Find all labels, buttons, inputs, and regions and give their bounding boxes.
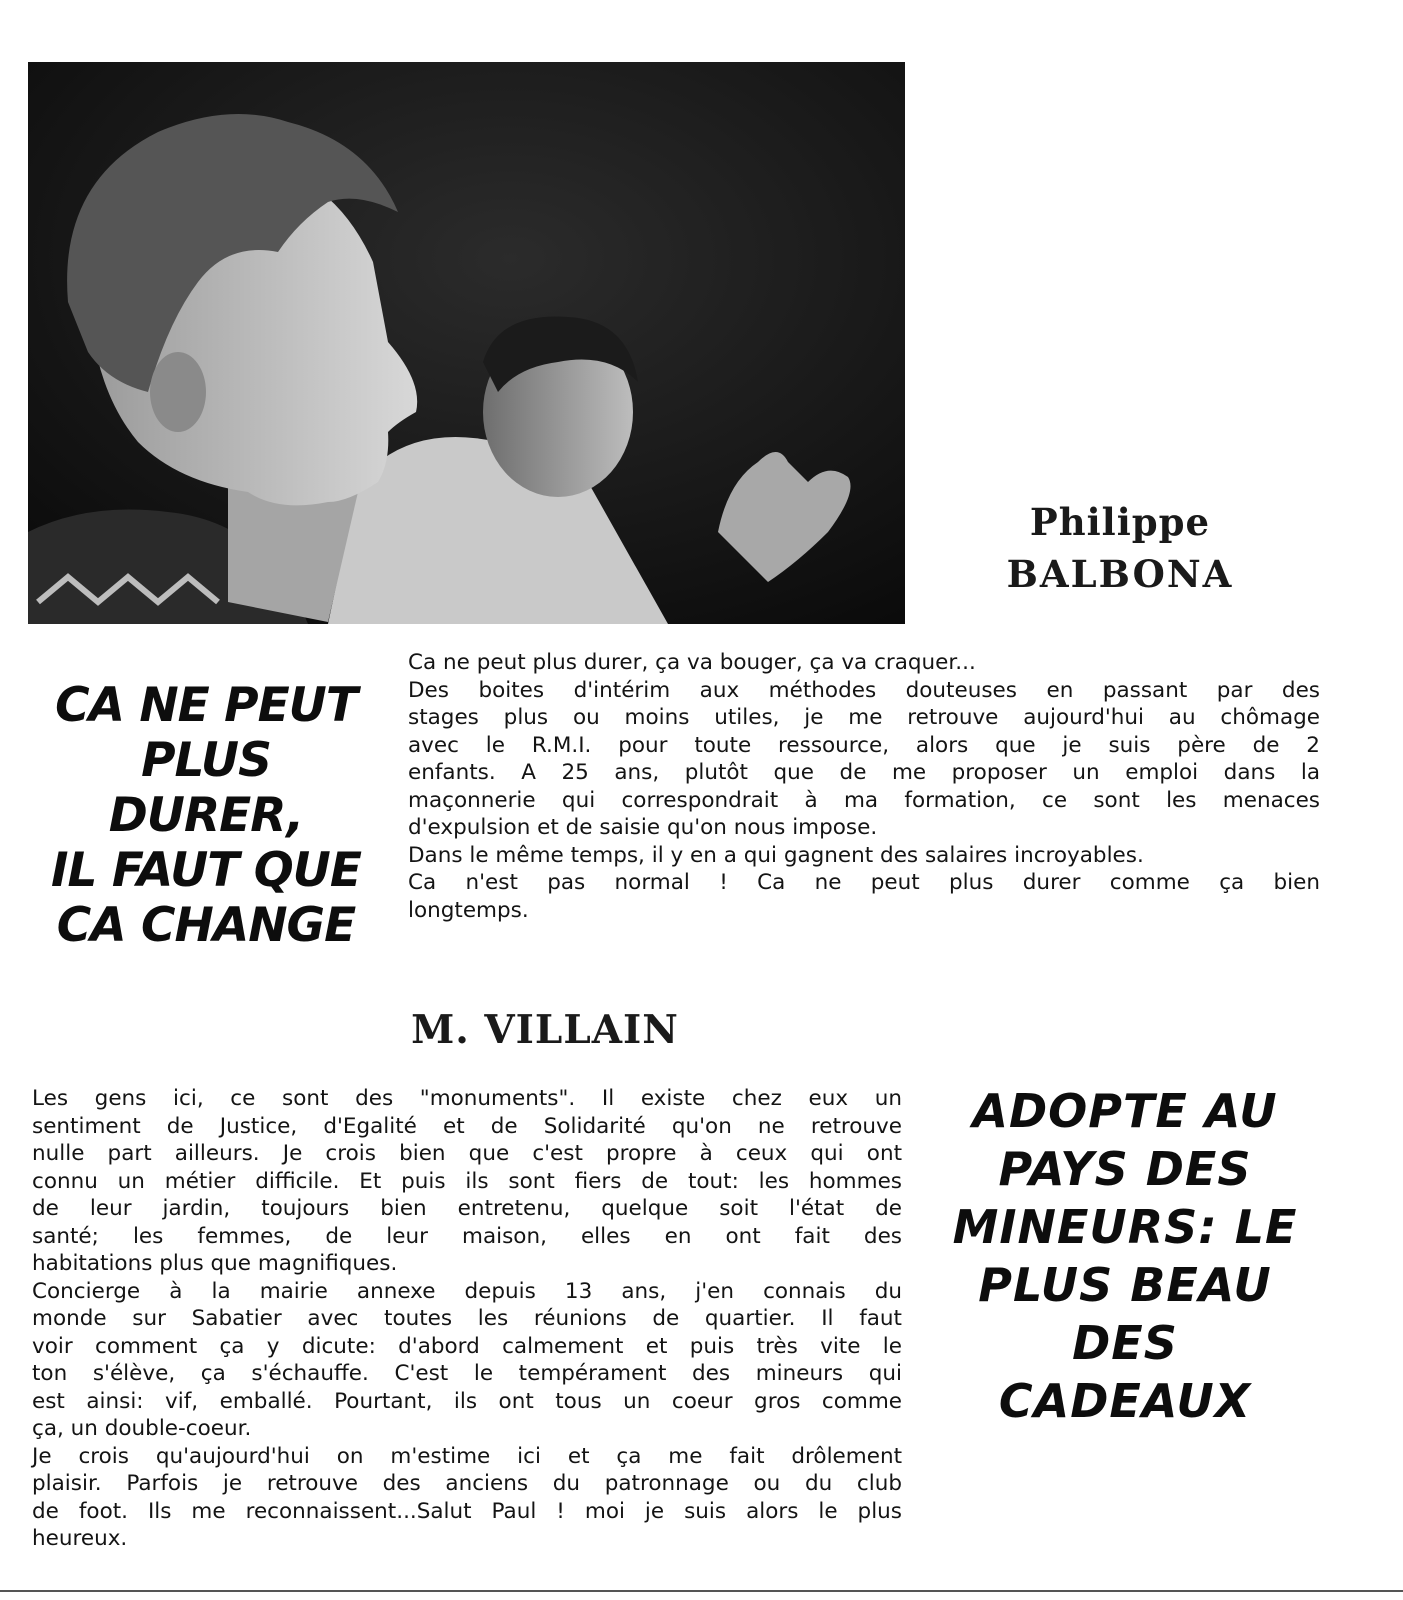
headline-line: MINEURS: LE bbox=[952, 1200, 1298, 1254]
body-line: de foot. Ils me reconnaissent...Salut Paul ! moi je suis alors le plus bbox=[32, 1498, 902, 1524]
photo-two-men bbox=[28, 62, 905, 624]
body-line: Les gens ici, ce sont des "monuments". Il existe chez eux un bbox=[32, 1086, 902, 1111]
body-line: enfants. A 25 ans, plutôt que de me proposer un emploi dans la bbox=[408, 760, 1320, 785]
profile-1-body bbox=[408, 649, 1320, 924]
body-line: connu un métier difficile. Et puis ils sont fiers de tout: les hommes bbox=[32, 1168, 902, 1194]
headline-line: DURER, bbox=[108, 788, 304, 843]
profile-2-name: M. VILLAIN bbox=[411, 1007, 679, 1053]
headline-line: PLUS bbox=[141, 733, 271, 788]
page-bottom-rule bbox=[0, 1590, 1403, 1592]
body-line: ton s'élève, ça s'échauffe. C'est le tempérament des mineurs qui bbox=[32, 1361, 902, 1386]
headline-line: CADEAUX bbox=[998, 1374, 1252, 1428]
profile-2-body bbox=[32, 1085, 902, 1553]
profile-1-name bbox=[960, 496, 1280, 600]
body-line: habitations plus que magnifiques. bbox=[32, 1251, 398, 1276]
body-line: est ainsi: vif, emballé. Pourtant, ils ont tous un coeur gros comme bbox=[32, 1388, 902, 1414]
first-name: Philippe bbox=[1029, 500, 1211, 544]
body-line: Ca n'est pas normal ! Ca ne peut plus durer comme ça bien bbox=[408, 870, 1320, 895]
headline-line: CA NE PEUT bbox=[55, 678, 357, 733]
headline-line: IL FAUT QUE bbox=[51, 843, 361, 898]
body-line: longtemps. bbox=[408, 897, 529, 923]
body-line: Des boites d'intérim aux méthodes douteuses en passant par des bbox=[408, 677, 1320, 703]
headline-line: DES bbox=[1072, 1316, 1178, 1370]
body-line: Ca ne peut plus durer, ça va bouger, ça va craquer... bbox=[408, 650, 976, 675]
body-line: monde sur Sabatier avec toutes les réunions de quartier. Il faut bbox=[32, 1306, 902, 1331]
body-line: Concierge à la mairie annexe depuis 13 ans, j'en connais du bbox=[32, 1278, 902, 1304]
body-line: sentiment de Justice, d'Egalité et de Solidarité qu'on ne retrouve bbox=[32, 1113, 902, 1139]
body-line: de leur jardin, toujours bien entretenu, quelque soit l'état de bbox=[32, 1196, 902, 1221]
body-line: ça, un double-coeur. bbox=[32, 1416, 252, 1441]
body-line: voir comment ça y dicute: d'abord calmement et puis très vite le bbox=[32, 1333, 902, 1359]
profile-2-headline bbox=[940, 1082, 1310, 1430]
headline-line: ADOPTE AU bbox=[972, 1084, 1278, 1138]
body-line: heureux. bbox=[32, 1526, 128, 1551]
body-line: maçonnerie qui correspondrait à ma formation, ce sont les menaces bbox=[408, 787, 1320, 813]
body-line: nulle part ailleurs. Je crois bien que c'est propre à ceux qui ont bbox=[32, 1141, 902, 1166]
body-line: Dans le même temps, il y en a qui gagnent des salaires incroyables. bbox=[408, 842, 1144, 868]
photo-illustration bbox=[28, 62, 905, 624]
body-line: santé; les femmes, de leur maison, elles en ont fait des bbox=[32, 1223, 902, 1249]
body-line: plaisir. Parfois je retrouve des anciens du patronnage ou du club bbox=[32, 1471, 902, 1496]
body-line: d'expulsion et de saisie qu'on nous impose. bbox=[408, 815, 878, 840]
body-line: stages plus ou moins utiles, je me retrouve aujourd'hui au chômage bbox=[408, 705, 1320, 730]
headline-line: CA CHANGE bbox=[56, 898, 356, 953]
body-line: avec le R.M.I. pour toute ressource, alors que je suis père de 2 bbox=[408, 732, 1320, 758]
headline-line: PLUS BEAU bbox=[978, 1258, 1272, 1312]
profile-1-headline bbox=[18, 678, 394, 953]
last-name: BALBONA bbox=[1006, 552, 1234, 596]
body-line: Je crois qu'aujourd'hui on m'estime ici et ça me fait drôlement bbox=[32, 1443, 902, 1469]
headline-line: PAYS DES bbox=[998, 1142, 1252, 1196]
